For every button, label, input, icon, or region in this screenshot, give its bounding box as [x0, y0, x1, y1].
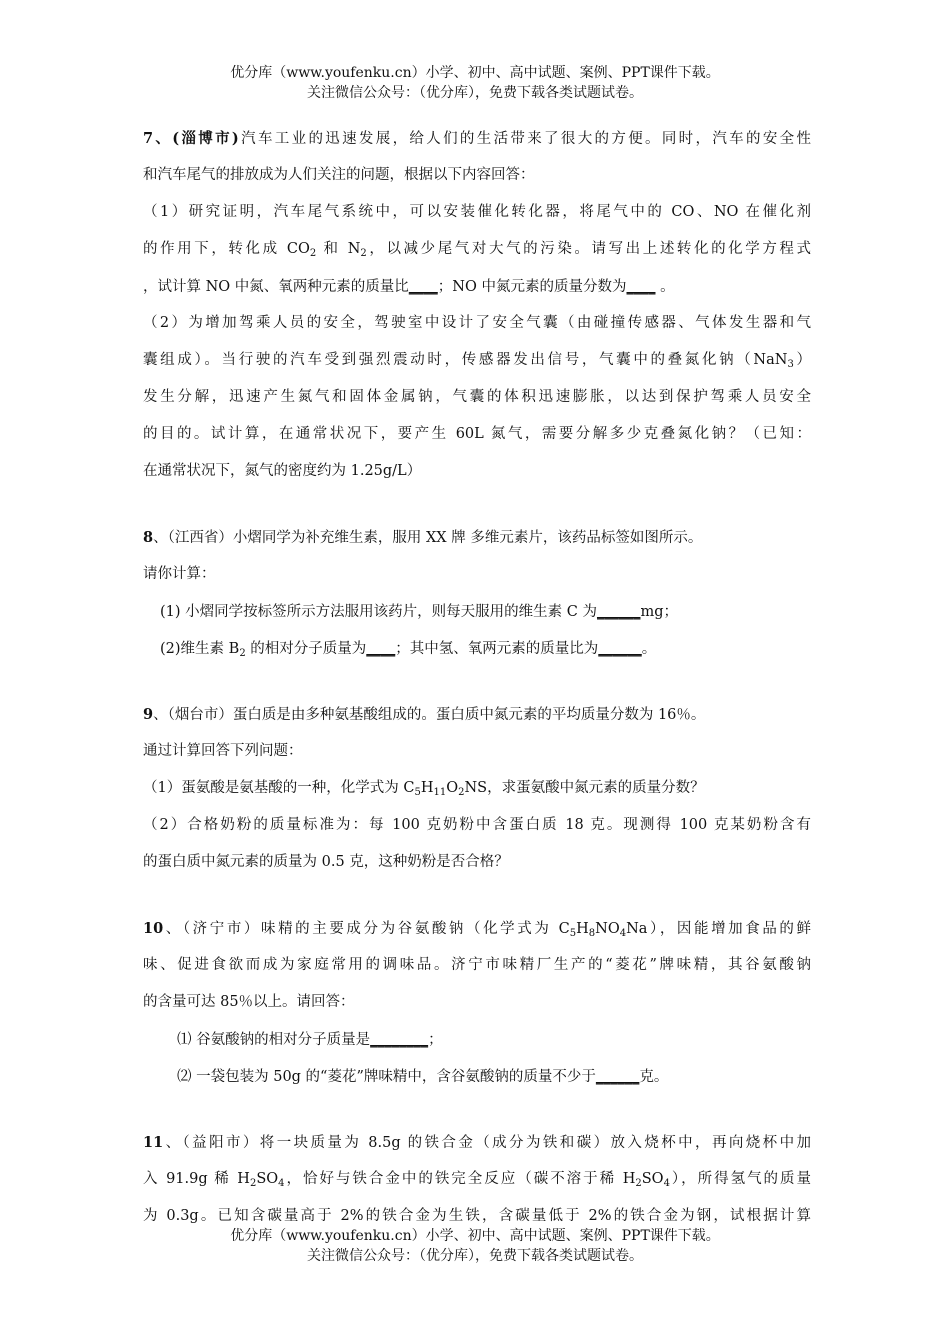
q11-l2-s3: 2: [635, 1178, 642, 1189]
q9-l3-s3: 2: [458, 787, 465, 798]
question-7: [143, 120, 811, 490]
q9-l3-b: H: [420, 780, 434, 796]
q10-number: 10: [143, 920, 164, 937]
q7-l7-b: ）: [793, 352, 811, 368]
q10-l1-c: NO: [595, 921, 620, 937]
answer-blank: ________: [370, 1031, 429, 1048]
q8-l3-a: (1) 小熠同学按标签所示方法服用该药片，则每天服用的维生素 C 为: [160, 604, 597, 620]
header-line-1: 优分库（www.youfenku.cn）小学、初中、高中试题、案例、PPT课件下载。: [230, 65, 720, 81]
q8-text-1: 、（江西省）小熠同学为补充维生素，服用 XX 牌 多维元素片，该药品标签如图所示。: [153, 530, 703, 546]
q7-line-4: [143, 231, 811, 268]
q7-line-6: （2）为增加驾乘人员的安全，驾驶室中设计了安全气囊（由碰撞传感器、气体发生器和气: [143, 315, 811, 331]
footer-line-2: 关注微信公众号：（优分库），免费下载各类试题试卷。: [307, 1248, 643, 1264]
q8-line-1: [143, 519, 811, 556]
question-9: [143, 696, 811, 881]
q7-l4-a: 的作用下，转化成 CO: [143, 241, 310, 257]
q9-l3-d: NS，求蛋氨酸中氮元素的质量分数？: [464, 780, 705, 796]
answer-blank: ______: [598, 640, 642, 657]
q11-l2-e: ），所得氢气的质量: [669, 1171, 812, 1187]
q8-line-4: [143, 630, 811, 667]
q10-line-3: 的含量可达 85％以上。请回答：: [143, 994, 355, 1010]
q10-line-5: [143, 1058, 811, 1095]
q10-l1-s2: 8: [588, 928, 596, 939]
page-header: [0, 63, 950, 103]
answer-blank: ____: [626, 278, 656, 295]
answer-blank: ______: [596, 603, 641, 620]
answer-blank: ____: [408, 278, 438, 295]
q8-l4-c: ；其中氢、氧两元素的质量比为: [395, 641, 599, 657]
footer-line-1: 优分库（www.youfenku.cn）小学、初中、高中试题、案例、PPT课件下载。: [230, 1228, 720, 1244]
q7-line-8: 发生分解，迅速产生氮气和固体金属钠，气囊的体积迅速膨胀，以达到保护驾乘人员安全: [143, 389, 811, 405]
q7-line-9: 的目的。试计算，在通常状况下，要产生 60L 氮气，需要分解多少克叠氮化钠？（已知：: [143, 426, 811, 442]
q10-l4-a: ⑴ 谷氨酸钠的相对分子质量是: [177, 1032, 371, 1048]
spacer: [143, 667, 811, 696]
q9-text-1: 、（烟台市）蛋白质是由多种氨基酸组成的。蛋白质中氮元素的平均质量分数为 16％。: [153, 707, 706, 723]
spacer: [143, 1095, 811, 1124]
q7-l7-a: 囊组成）。当行驶的汽车受到强烈震动时，传感器发出信号，气囊中的叠氮化钠（NaN: [143, 352, 788, 368]
q10-l1-a: 、（济宁市）味精的主要成分为谷氨酸钠（化学式为 C: [163, 921, 570, 937]
q8-l4-d: 。: [641, 641, 657, 657]
q11-line-3: 为 0.3g。已知含碳量高于 2%的铁合金为生铁，含碳量低于 2%的铁合金为钢，试根据计算: [143, 1208, 811, 1224]
q11-l2-d: SO: [641, 1171, 664, 1187]
q8-l3-b: mg；: [640, 604, 679, 620]
page-footer: [0, 1226, 950, 1266]
q8-l4-a: (2)维生素 B: [160, 641, 240, 657]
q11-l2-b: SO: [256, 1171, 279, 1187]
q10-l5-b: 克。: [639, 1069, 669, 1085]
q7-l4-b: 和 N: [316, 241, 361, 257]
q7-l5-c: 。: [655, 279, 675, 295]
q11-l2-a: 入 91.9g 稀 H: [143, 1171, 250, 1187]
question-10: [143, 910, 811, 1095]
q7-line-2: 和汽车尾气的排放成为人们关注的问题，根据以下内容回答：: [143, 167, 535, 183]
document-body: [143, 120, 811, 1235]
spacer: [143, 881, 811, 910]
q11-l2-s4: 4: [663, 1178, 670, 1189]
q9-line-5: 的蛋白质中氮元素的质量为 0.5 克，这种奶粉是否合格？: [143, 854, 509, 870]
q7-line-3: （1）研究证明，汽车尾气系统中，可以安装催化转化器，将尾气中的 CO、NO 在催化剂: [143, 204, 811, 220]
q7-l5-b: ；NO 中氮元素的质量分数为: [437, 279, 627, 295]
q10-l1-s1: 5: [569, 928, 577, 939]
answer-blank: ____: [366, 640, 396, 657]
q11-number: 11: [143, 1134, 164, 1151]
q7-l4-c: ，以减少尾气对大气的污染。请写出上述转化的化学方程式: [366, 241, 812, 257]
q10-l4-b: ；: [428, 1032, 443, 1048]
q9-number: 9: [143, 706, 154, 723]
q9-l3-c: O: [446, 780, 459, 796]
q11-text-1: 、（益阳市）将一块质量为 8.5g 的铁合金（成分为铁和碳）放入烧杯中，再向烧杯中加: [163, 1135, 811, 1151]
q8-number: 8: [143, 529, 154, 546]
q7-line-1: [143, 120, 811, 157]
q8-line-2: 请你计算：: [143, 566, 216, 582]
q10-l1-s3: 4: [619, 928, 627, 939]
q10-line-1: [143, 910, 811, 947]
q9-l3-s1: 5: [414, 787, 421, 798]
q7-number: 7、: [143, 130, 173, 147]
q9-line-1: [143, 696, 811, 733]
q10-l5-a: ⑵ 一袋包装为 50g 的“菱花”牌味精中，含谷氨酸钠的质量不少于: [177, 1069, 596, 1085]
q7-line-7: [143, 342, 811, 379]
q11-l2-c: ，恰好与铁合金中的铁完全反应（碳不溶于稀 H: [284, 1171, 636, 1187]
q11-line-1: [143, 1124, 811, 1161]
q8-l4-b: 的相对分子质量为: [245, 641, 367, 657]
q7-text-1: 汽车工业的迅速发展，给人们的生活带来了很大的方便。同时，汽车的安全性: [238, 131, 811, 147]
q9-line-4: （2）合格奶粉的质量标准为：每 100 克奶粉中含蛋白质 18 克。现测得 100 克某奶粉含有: [143, 817, 811, 833]
q7-source: (淄博市): [172, 130, 239, 147]
q7-line-5: [143, 268, 811, 305]
q9-l3-a: （1）蛋氨酸是氨基酸的一种，化学式为 C: [143, 780, 415, 796]
header-line-2: 关注微信公众号：（优分库），免费下载各类试题试卷。: [307, 85, 643, 101]
q10-line-4: [143, 1021, 811, 1058]
q8-l4-sub: 2: [239, 648, 246, 659]
q7-l4-sub2: 2: [360, 248, 367, 259]
q7-l4-sub1: 2: [309, 248, 317, 259]
q9-l3-s2: 11: [433, 787, 447, 798]
q9-line-3: [143, 770, 811, 807]
q7-line-10: 在通常状况下，氮气的密度约为 1.25g/L）: [143, 463, 422, 479]
spacer: [143, 490, 811, 519]
q11-l2-s1: 2: [249, 1178, 257, 1189]
q10-l1-b: H: [576, 921, 589, 937]
q11-l2-s2: 4: [278, 1178, 285, 1189]
q7-l7-sub: 3: [787, 359, 794, 370]
question-11: [143, 1124, 811, 1235]
q11-line-2: [143, 1161, 811, 1198]
q9-line-2: 通过计算回答下列问题：: [143, 743, 303, 759]
q7-l5-a: ，试计算 NO 中氮、氧两种元素的质量比: [143, 279, 409, 295]
q10-line-2: 味、促进食欲而成为家庭常用的调味品。济宁市味精厂生产的“菱花”牌味精，其谷氨酸钠: [143, 957, 811, 973]
answer-blank: ______: [595, 1068, 640, 1085]
q8-line-3: [143, 593, 811, 630]
q10-l1-d: Na），因能增加食品的鲜: [626, 921, 811, 937]
question-8: [143, 519, 811, 667]
